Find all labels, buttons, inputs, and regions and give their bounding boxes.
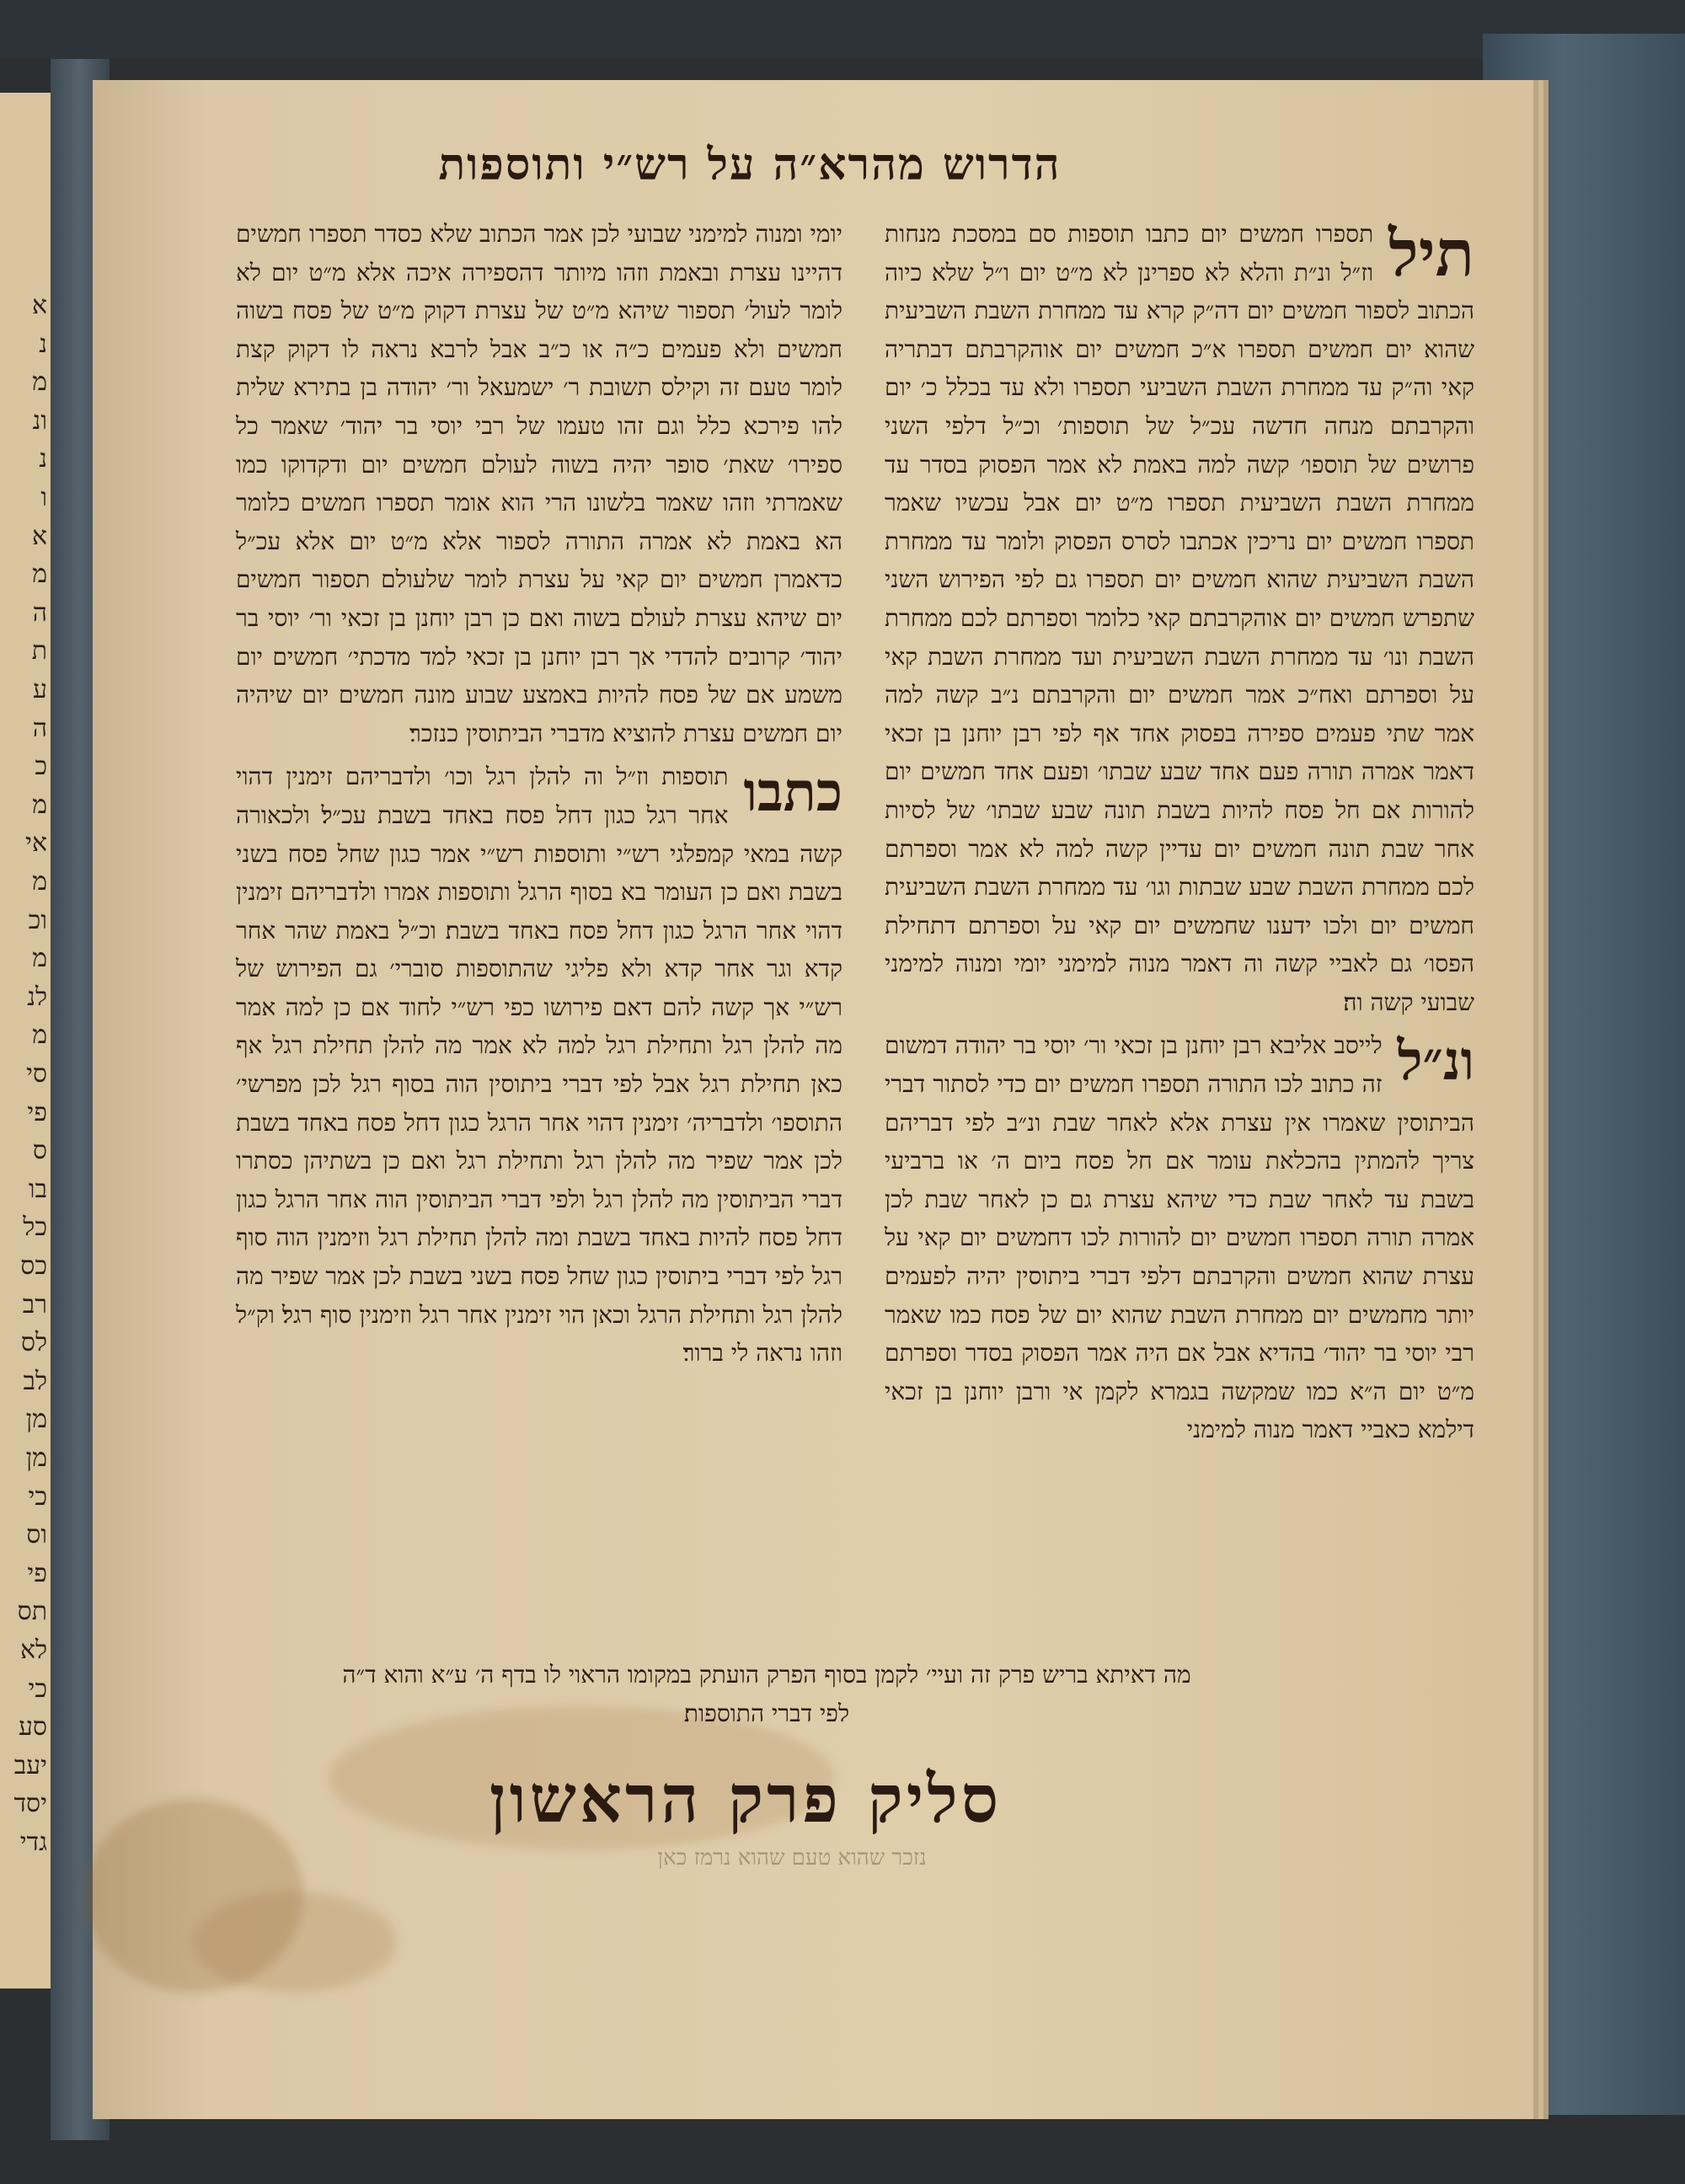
paragraph: [885, 215, 1474, 1021]
previous-page-fragment-text: א: [31, 521, 47, 551]
paragraph-text: לייסב אליבא רבן יוחנן בן זכאי ור׳ יוסי בר יהודה דמשום זה כתוב לכו התורה תספרו חמשים יום כדי לסתור דברי הביתוסין שאמרו אין עצרת אלא לאחר שבת ונ״ב לפי דבריהם צריך להמתין בהכלאת עומר אם חל פסח ביום ה׳ או ברביעי בשבת עד לאחר שבת כדי שיהא עצרת גם כן לאחר שבת לכן אמרה תורה תספרו חמשים יום להורות לכו דחמשים יום קאי על עצרת שהוא חמשים והקרבתם דלפי דברי ביתוסין יהיה לפעמים יותר מחמשים יום ממחרת השבת שהוא יום של פסח כמו שאמר רבי יוסי בר יהוד׳ בהדיא אבל אם היה אמר הפסוק בסדר וספרתם מ״ט יום ה״א כמו שמקשה בגמרא לקמן אי ורבן יוחנן בן זכאי דילמא כאביי דאמר מנוה למימני: [885, 1031, 1475, 1444]
previous-page-fragment-text: ס: [32, 1136, 47, 1166]
previous-page-fragment-text: ה: [32, 597, 47, 628]
paragraph: [236, 757, 842, 1373]
water-stain: [194, 1892, 396, 1993]
previous-page-fragment-text: וכ: [28, 905, 47, 935]
previous-page-fragment-text: מ: [32, 559, 47, 590]
previous-page-fragment-text: אי: [25, 828, 47, 859]
paragraph: [236, 215, 842, 752]
previous-page-fragment-text: מ: [32, 790, 47, 820]
previous-page-fragment-text: מ: [32, 944, 47, 974]
previous-page-fragment-text: כס: [20, 1251, 47, 1281]
previous-page-fragment-text: נ: [39, 444, 47, 474]
previous-page-fragment-text: בו: [28, 1174, 47, 1204]
dibbur-hamatchil: תיל: [1388, 216, 1474, 291]
previous-page-fragment-text: כי: [28, 1481, 47, 1512]
left-column: [236, 215, 842, 1373]
previous-page-fragment-text: מן: [25, 1405, 47, 1435]
previous-page-fragment-text: ו: [40, 483, 47, 512]
previous-page-fragment-text: ע: [33, 675, 47, 704]
previous-page-fragment-text: כל: [23, 1212, 47, 1243]
previous-page-fragment-text: מ: [32, 1020, 47, 1051]
previous-page-fragment-text: כ: [35, 752, 47, 782]
paragraph: [885, 1026, 1474, 1449]
right-column: [885, 215, 1474, 1449]
previous-page-fragment-text: מ: [32, 367, 47, 398]
previous-page-fragment-text: כי: [28, 1673, 47, 1704]
background-top: [0, 0, 1685, 59]
previous-page-fragment: [0, 93, 53, 1989]
page-title: הדרוש מהרא״ה על רש״י ותוספות: [438, 139, 1062, 190]
previous-page-fragment-text: ונ: [32, 405, 47, 436]
dibbur-hamatchil: כתבו: [743, 761, 842, 825]
previous-page-fragment-text: פי: [27, 1097, 47, 1127]
previous-page-fragment-text: רב: [22, 1289, 47, 1320]
paragraph-text: תספרו חמשים יום כתבו תוספות סם במסכת מנחות וז״ל ונ״ת והלא לא ספרינן לא מ״ט יום ו״ל שלא כיוה הכתוב לספור חמשים יום דה״ק קרא עד ממחרת השבת השביעית שהוא יום חמשים תספרו א״כ חמשים יום אוהקרבתם דבתריה קאי וה״ק עד ממחרת השבת השביעי תספרו ולא עד בכלל כ׳ יום והקרבתם מנחה חדשה עכ״ל של תוספות׳ וכ״ל דלפי השני פרושים של תוספו׳ קשה למה באמת לא אמר הפסוק בסדר עד ממחרת השבת השביעית תספרו מ״ט יום אבל עכשיו שאמר תספרו חמשים יום נריכין אכתבו לסרס הפסוק ולומר עד ממחרת השבת השביעית שהוא חמשים יום תספרו גם לפי הפירוש השני שתפרש חמשים יום אוהקרבתם קאי כלומר וספרתם לכם ממחרת השבת ונו׳ עד ממחרת השבת השביעית ועד ממחרת השבת קאי על וספרתם ואח״כ אמר חמשים יום והקרבתם נ״ב קשה למה אמר שתי פעמים ספירה בפסוק אחד אף לפי רבן יוחנן בן זכאי דאמר אמרה תורה פעם אחד שבע שבתו׳ ופעם אחד חמשים יום להורות אם חל פסח להיות בשבת תונה שבע שבתו׳ של לסיות אחר שבת תונה חמשים יום עדיין קשה למה לא אמר וספרתם לכם ממחרת השבת שבע שבתות וגו׳ עד ממחרת השבת השביעית חמשים יום ולכו ידענו שחמשים יום קאי על וספרתם דתחילת הפסו׳ גם לאביי קשה וה דאמר מנוה למימני יומי ומנוה למימני שבועי קשה וה׃: [885, 220, 1474, 1016]
previous-page-fragment-text: נ: [39, 329, 47, 359]
previous-page-fragment-text: ת: [31, 636, 47, 666]
previous-page-fragment-text: מן: [25, 1443, 47, 1473]
previous-page-fragment-text: ה: [32, 713, 47, 743]
paragraph-text: יומי ומנוה למימני שבועי לכן אמר הכתוב שלא כסדר תספרו חמשים דהיינו עצרת ובאמת וזהו מיותר דהספירה איכה אלא מ״ט יום לא לומר לעול׳ תספור שיהא מ״ט של עצרת דקוק מ״ט של פסח בשוה חמשים ולא פעמים כ״ה או כ״ב אבל לרבא נראה לו דקוק קצת לומר טעם זה וקילס תשובת ר׳ ישמעאל ור׳ יהודה בן בתירא שלית להו פירכא כלל וגם זהו טעמו של רבי יוסי בר יהוד׳ שאמר כל ספירו׳ שאת׳ סופר יהיה בשוה לעולם חמשים יום ודקדוקו כמו שאמרתי וזהו שאמר בלשונו הרי הוא אומר תספרו חמשים כלומר הא באמת לא אמרה התורה לספור אלא מ״ט יום אלא עכ״ל כדאמרן חמשים יום קאי על עצרת לומר שלעולם תספור חמשים יום שיהא עצרת לעולם בשוה ואם כן רבן יוחנן בן זכאי ור׳ יוסי בר יהוד׳ קרובים להדדי אך רבן יוחנן בן זכאי למד מדכתי׳ חמשים יום משמע אם של פסח להיות באמצע שבוע מונה חמשים יום שיהיה יום חמשים עצרת להוציא מדברי הביתוסין כנזכר׃: [236, 220, 842, 747]
previous-page-fragment-text: לא: [19, 1635, 47, 1665]
previous-page-fragment-text: יסד: [13, 1789, 47, 1819]
previous-page-fragment-text: תס: [17, 1597, 47, 1627]
previous-page-fragment-text: פי: [27, 1558, 47, 1588]
previous-page-fragment-text: א: [31, 291, 47, 320]
page-header: [93, 139, 1533, 190]
previous-page-fragment-text: לס: [20, 1328, 47, 1358]
previous-page-fragment-text: וס: [26, 1520, 47, 1550]
previous-page-fragment-text: יעב: [13, 1750, 47, 1780]
dibbur-hamatchil: ונ״ל: [1397, 1030, 1474, 1094]
previous-page-fragment-text: לנ: [27, 982, 47, 1012]
previous-page-fragment-text: לב: [23, 1366, 47, 1396]
previous-page-fragment-text: גדי: [19, 1828, 47, 1857]
paragraph-text: תוספות וז״ל וה להלן רגל וכו׳ ולדבריהם זימנין דהוי אחר רגל כגון דחל פסח באחד בשבת עכ״ל׃ ולכאורה קשה במאי קמפלגי רש״י ותוספות רש״י אמר כגון שחל פסח בשני בשבת ואם כן העומר בא בסוף הרגל ותוספות אמרו ולדבריהם זימנין דהוי אחר הרגל כגון דחל פסח באחד בשבת׃ וכ״ל באמת שהר אחר קדא וגר אחר קדא ולא פליגי שהתוספות סוברי׳ גם הפירוש של רש״י אך קשה להם דאם פירושו כפי רש״י לחוד אם כן למה אמר מה להלן רגל ותחילת רגל למה לא אמר מה להלן תחילת רגל אף כאן תחילת רגל אבל לפי דברי ביתוסין הוה בסוף רגל לכן מפרשי׳ התוספו׳ ולדבריה׳ זימנין דהוי אחר הרגל כגון דחל פסח באחד בשבת לכן אמר שפיר מה להלן רגל ותחילת רגל ואם כן בשתיהן כסתרו דברי הביתוסין מה להלן רגל ולפי דברי הביתוסין הוה אחר הרגל כגון דחל פסח להיות באחד בשבת ומה להלן תחילת רגל וזימנין הוה סוף רגל לפי דברי ביתוסין כגון שחל פסח בשני בשבת לכן אמר שפיר מה להלן רגל ותחילת הרגל וכאן הוי זימנין אחר רגל וזימנין סוף רגל׃ וק״ל וזהו נראה לי ברור׃: [236, 763, 842, 1368]
chapter-closing: [93, 1761, 1533, 1838]
previous-page-fragment-text: מ: [32, 867, 47, 897]
previous-page-fragment-text: סי: [26, 1059, 47, 1089]
chapter-closing-title: סליק פרק הראשון: [489, 1761, 1003, 1838]
footnote: מה דאיתא בריש פרק זה ועיי׳ לקמן בסוף הפרק הועתק במקומו הראוי לו בדף ה׳ ע״א והוא ד״ה לפי דברי התוספות׃: [342, 1661, 1191, 1727]
book-page: [93, 80, 1533, 2119]
previous-page-fragment-text: סע: [18, 1712, 47, 1742]
faint-text: נזכר שהוא טעם שהוא נרמז כאן: [657, 1845, 927, 1871]
